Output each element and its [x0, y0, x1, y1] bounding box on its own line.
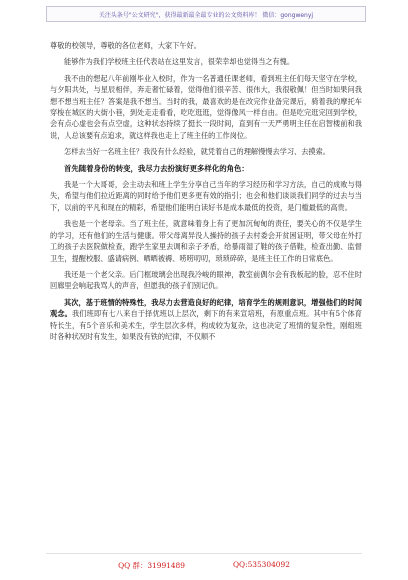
father-paragraph: 我还是一个老父亲。后门框玻璃会出现我冷峻的眼神，教室前偶尔会有我板起的脸，忍不住时回廊里会响起我骂人的声音，但愿我的孩子们别记仇。 — [50, 269, 362, 291]
memory-paragraph: 我不由的想起八年前刚毕业入校时，作为一名普通任课老师，看到班主任们每天坚守在学校，与夕阳共处，与星辰相伴，奔走奢忙碌着，觉得他们很辛苦、很伟大，我很敬佩！但当时如果问我想不想当班主任？答案是我不想当。当时的我，最喜欢的是在改完作业备完课后，骑着我的摩托车穿梭在城区的大街小巷，到处走走看看，吃吃逛逛，觉得像风一样自由。但是吃完逛完回到学校，会有点心虚也会有点空虚，这种状态持续了挺长一段时间，直到有一天严勇明主任在启智楼前和我说，人总该要有点追求，就这样我也走上了班主任的工作岗位。 — [50, 73, 362, 140]
question-paragraph: 怎样去当好一名班主任？我没有什么经验，就凭着自己的理解慢慢去学习、去摸索。 — [64, 147, 330, 157]
footer-divider — [46, 553, 362, 554]
footer — [0, 560, 408, 572]
discipline-paragraph — [50, 297, 362, 343]
promo-banner — [46, 6, 366, 22]
mother-paragraph: 我也是一个老母亲。当了班主任，就意味着身上有了更加沉甸甸的责任，要关心的不仅是学生的学习，还有他们的生活与健康。带父母离异没人操持的孩子去村委会开贫困证明，带父母在外打工的孩子去医院做检查，跑学生家里去调和亲子矛盾，给暴雨湿了鞋的孩子借鞋，检查出勤、监督卫生，提醒校服、盛请病例、晒晒被褥、唠唠叨叨，琐琐碎碎，是班主任工作的日常底色。 — [50, 219, 362, 263]
footer-qq-number: QQ:535304092 — [232, 560, 290, 569]
discipline-lead: 其次，基于班情的特殊性，我尽力去营造良好的纪律，培育学生的规则意识，增强他们的时间观念。 — [50, 297, 362, 319]
big-brother-paragraph: 我是一个大哥哥，会主动去和班上学生分享自己当年的学习经历和学习方法，自己的成败与得失，希望与他们拉近距离的同时给予他们更多更有效的指引；也会和他们谈谈我们同学的过去与当下，以前的平凡和现在的精彩，希望他们能明白读好书是成本最低的投资，是门槛最低的高贵。 — [50, 180, 362, 212]
greeting-paragraph: 尊敬的校领导，尊敬的各位老师，大家下午好。 — [50, 41, 201, 50]
discipline-text: 我们班即有七八来自于择优班以上层次，剩下的有来宣培班，有原重点班。其中有5个体育特长生，有5个音乐和美术生，学生层次多样，构成较为复杂，这也决定了班情的复杂性，刚组班时各种状况时有发生，如果没有铁的纪律，不仅顺不 — [50, 309, 362, 341]
intro-paragraph: 能够作为我们学校班主任代表站在这里发言，很荣幸却也觉得当之有愧。 — [64, 57, 295, 67]
promo-banner-text: 关注头条号"公文研究"，获得最新最全最专业的公文资料库！ 微信：gongwenyj — [98, 11, 314, 19]
document-body — [50, 40, 362, 347]
footer-qq-group: QQ 群：31991489 — [118, 561, 185, 570]
section-heading-roles: 首先随着身份的转变，我尽力去扮演好更多样化的角色： — [64, 163, 249, 173]
